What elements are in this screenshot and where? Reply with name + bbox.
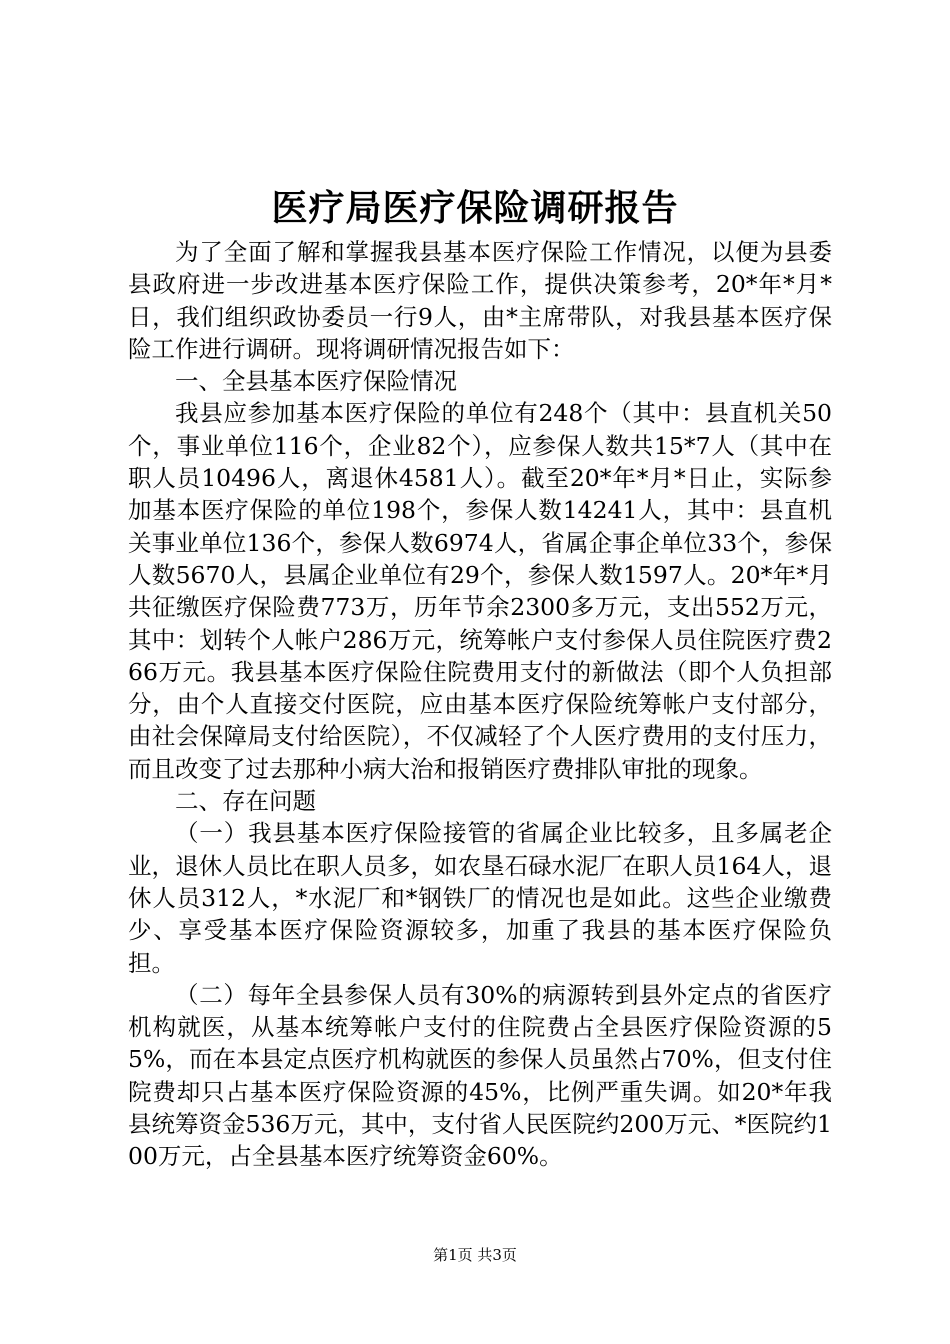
section-heading-2: 二、存在问题 bbox=[175, 787, 316, 816]
section-heading-1: 一、全县基本医疗保险情况 bbox=[175, 367, 457, 396]
paragraph-intro: 为了全面了解和掌握我县基本医疗保险工作情况，以便为县委县政府进一步改进基本医疗保险工作，提供决策参考，20*年*月*日，我们组织政协委员一行9人，由*主席带队，对我县基本医疗保险工作进行调研。现将调研情况报告如下： bbox=[128, 238, 832, 363]
paragraph-problem-1: （一）我县基本医疗保险接管的省属企业比较多，且多属老企业，退休人员比在职人员多，如农垦石碌水泥厂在职人员164人，退休人员312人，*水泥厂和*钢铁厂的情况也是如此。这些企业缴费少、享受基本医疗保险资源较多，加重了我县的基本医疗保险负担。 bbox=[128, 819, 832, 977]
paragraph-situation: 我县应参加基本医疗保险的单位有248个（其中：县直机关50个，事业单位116个，企业82个），应参保人数共15*7人（其中在职人员10496人，离退休4581人）。截至20*年*月*日止，实际参加基本医疗保险的单位198个，参保人数14241人，其中：县直机关事业单位136个，参保人数6974人，省属企事企单位33个，参保人数5670人，县属企业单位有29个，参保人数1597人。20*年*月共征缴医疗保险费773万，历年节余2300多万元，支出552万元，其中：划转个人帐户286万元，统筹帐户支付参保人员住院医疗费266万元。我县基本医疗保险住院费用支付的新做法（即个人负担部分，由个人直接交付医院，应由基本医疗保险统筹帐户支付部分，由社会保障局支付给医院），不仅减轻了个人医疗费用的支付压力，而且改变了过去那种小病大治和报销医疗费排队审批的现象。 bbox=[128, 399, 832, 783]
paragraph-problem-2: （二）每年全县参保人员有30%的病源转到县外定点的省医疗机构就医，从基本统筹帐户支付的住院费占全县医疗保险资源的55%，而在本县定点医疗机构就医的参保人员虽然占70%，但支付住院费却只占基本医疗保险资源的45%，比例严重失调。如20*年我县统筹资金536万元，其中，支付省人民医院约200万元、*医院约100万元，占全县基本医疗统筹资金60%。 bbox=[128, 980, 832, 1171]
document-body bbox=[128, 236, 832, 1173]
page-footer: 第1页 共3页 bbox=[433, 1246, 517, 1264]
page-title: 医疗局医疗保险调研报告 bbox=[271, 187, 679, 229]
